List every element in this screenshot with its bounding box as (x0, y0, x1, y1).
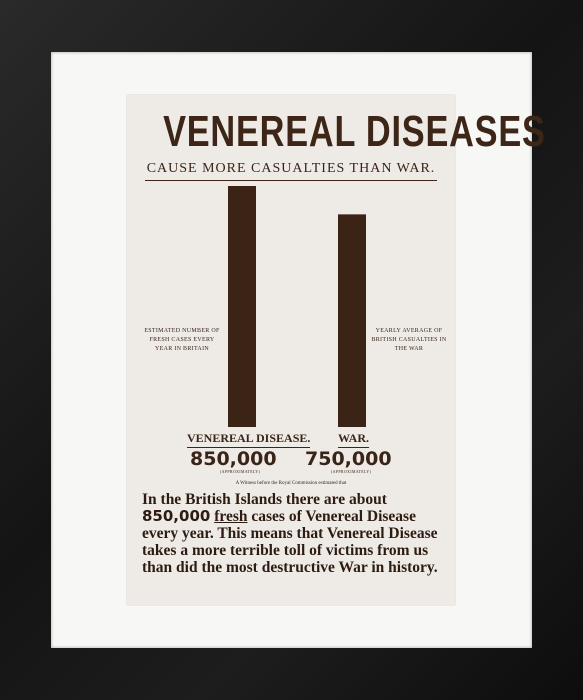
poster (127, 95, 546, 605)
left-bar-note: ESTIMATED NUMBER OF FRESH CASES EVERY YEAR IN BRITAIN (144, 328, 220, 352)
body-rest: cases of Venereal Disease every year. This means that Venereal Disease takes a more terrible toll of victims from us than did the most destructive War in history. (142, 508, 438, 576)
body-line-1: In the British Islands there are about (142, 491, 387, 508)
value-label-war: 750,000 (305, 448, 392, 470)
approx-note-venereal: (APPROXIMATELY) (220, 469, 261, 474)
value-label-venereal: 850,000 (190, 448, 277, 470)
body-fresh: fresh (214, 508, 248, 525)
body-figure: 850,000 (142, 507, 211, 525)
bar-war (338, 214, 366, 427)
approx-note-war: (APPROXIMATELY) (331, 469, 372, 474)
right-bar-note: YEARLY AVERAGE OF BRITISH CASUALTIES IN THE WAR (371, 328, 447, 352)
category-label-venereal: VENEREAL DISEASE. (187, 431, 310, 448)
poster-subtitle: CAUSE MORE CASUALTIES THAN WAR. (145, 161, 437, 181)
witness-note: A Witness before the Royal Commission estimated that (235, 481, 347, 486)
poster-body-text (142, 491, 442, 576)
category-label-war: WAR. (338, 431, 369, 448)
bar-venereal-disease (228, 186, 256, 427)
poster-title: VENEREAL DISEASES (163, 107, 546, 156)
bar-group (228, 186, 366, 427)
